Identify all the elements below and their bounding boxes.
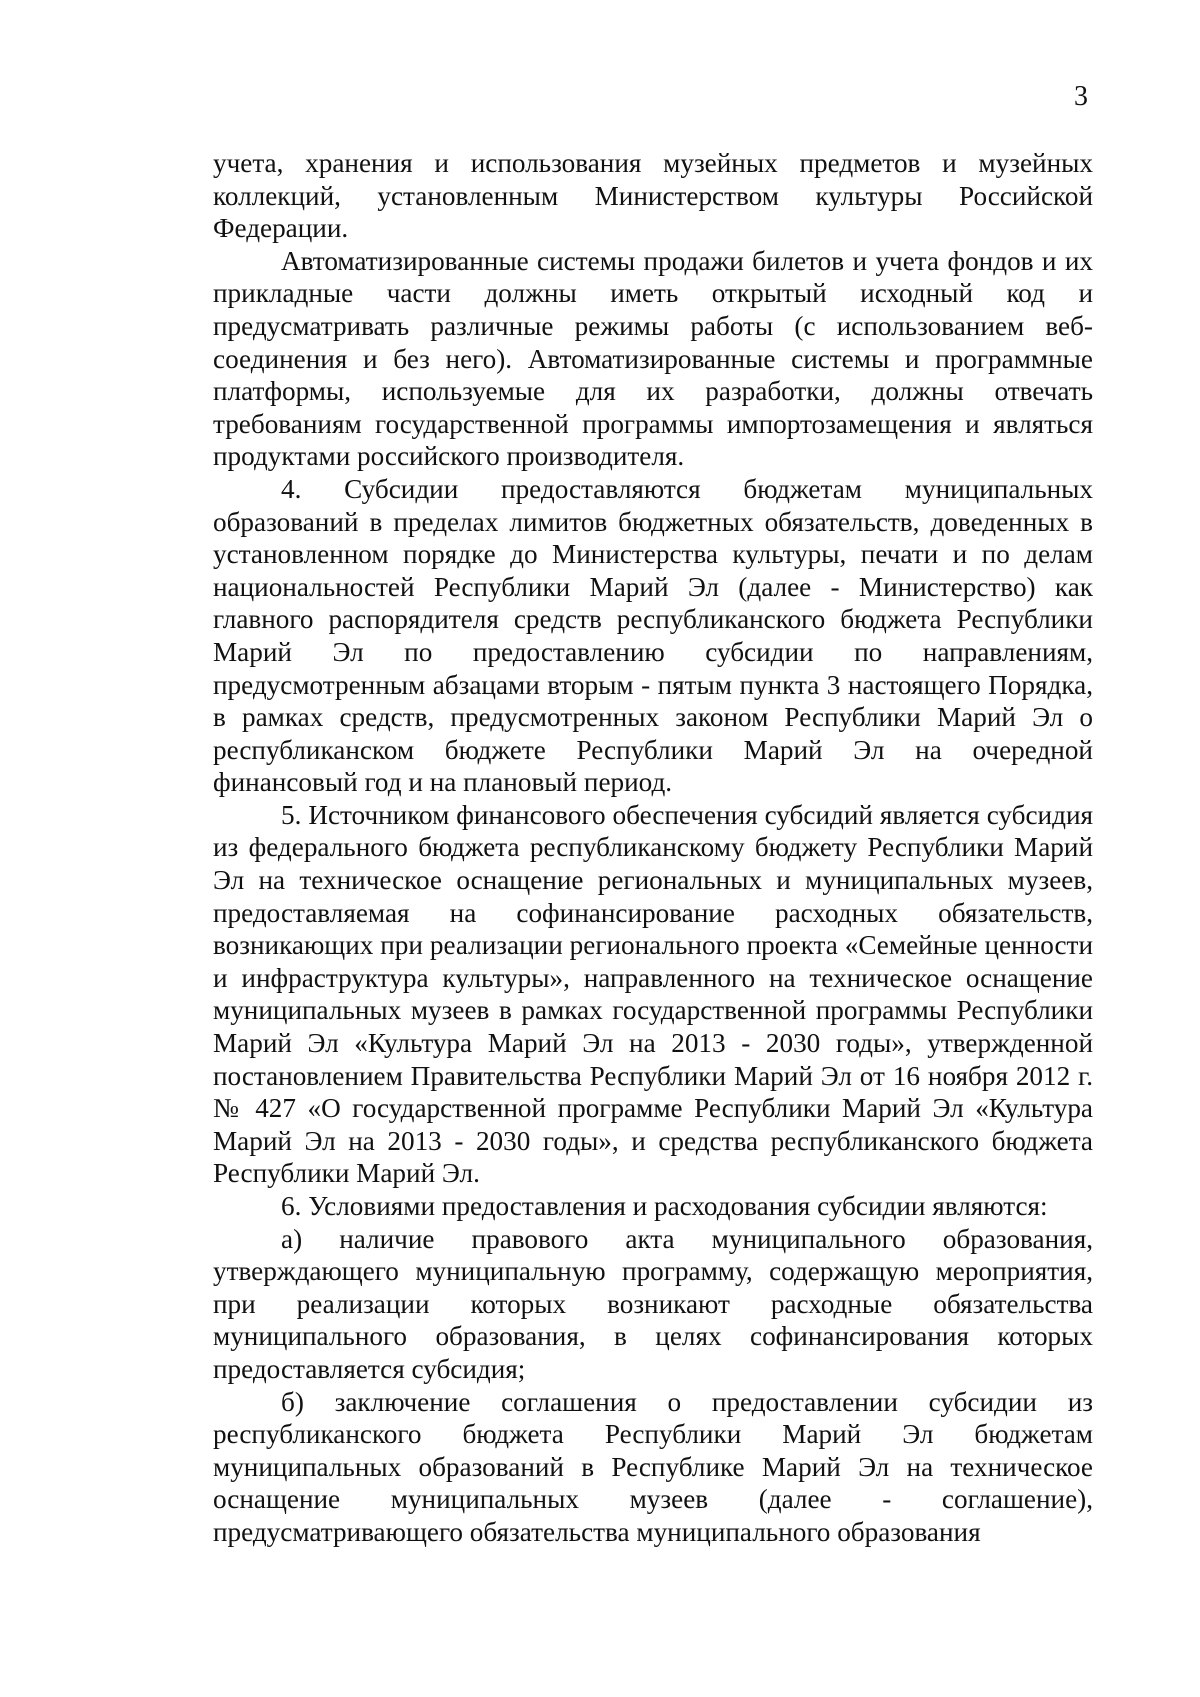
paragraph-item-5-funding-source: 5. Источником финансового обеспечения субсидий является субсидия из федерального бюджета республиканскому бюджету Республики Марий Эл на техническое оснащение региональных и муниципальных музеев, предоставляемая на софинансирование расходных обязательств, возникающих при реализации регионального проекта «Семейные ценности и инфраструктура культуры», направленного на техническое оснащение муниципальных музеев в рамках государственной программы Республики Марий Эл «Культура Марий Эл на 2013 - 2030 годы», утвержденной постановлением Правительства Республики Марий Эл от 16 ноября 2012 г. № 427 «О государственной программе Республики Марий Эл «Культура Марий Эл на 2013 - 2030 годы», и средства республиканского бюджета Республики Марий Эл. [213, 799, 1093, 1189]
page-number: 3 [1074, 81, 1088, 112]
paragraph-museum-accounting: учета, хранения и использования музейных предметов и музейных коллекций, установленным Министерством культуры Российской Федерации. [213, 148, 1093, 244]
paragraph-subitem-b: б) заключение соглашения о предоставлении субсидии из республиканского бюджета Республики Марий Эл бюджетам муниципальных образований в Республике Марий Эл на техническое оснащение муниципальных музеев (далее - соглашение), предусматривающего обязательства муниципального образования [213, 1386, 1093, 1547]
paragraph-automated-systems: Автоматизированные системы продажи билетов и учета фондов и их прикладные части должны иметь открытый исходный код и предусматривать различные режимы работы (с использованием веб-соединения и без него). Автоматизированные системы и программные платформы, используемые для их разработки, должны отвечать требованиям государственной программы импортозамещения и являться продуктами российского производителя. [213, 245, 1093, 472]
paragraph-item-6-conditions: 6. Условиями предоставления и расходования субсидии являются: [281, 1191, 1048, 1221]
paragraph-item-4-subsidies: 4. Субсидии предоставляются бюджетам муниципальных образований в пределах лимитов бюджетных обязательств, доведенных в установленном порядке до Министерства культуры, печати и по делам национальностей Республики Марий Эл (далее - Министерство) как главного распорядителя средств республиканского бюджета Республики Марий Эл по предоставлению субсидии по направлениям, предусмотренным абзацами вторым - пятым пункта 3 настоящего Порядка, в рамках средств, предусмотренных законом Республики Марий Эл о республиканском бюджете Республики Марий Эл на очередной финансовый год и на плановый период. [213, 473, 1093, 798]
paragraph-subitem-a: а) наличие правового акта муниципального образования, утверждающего муниципальную программу, содержащую мероприятия, при реализации которых возникают расходные обязательства муниципального образования, в целях софинансирования которых предоставляется субсидия; [213, 1223, 1093, 1384]
document-body [213, 147, 1093, 1549]
